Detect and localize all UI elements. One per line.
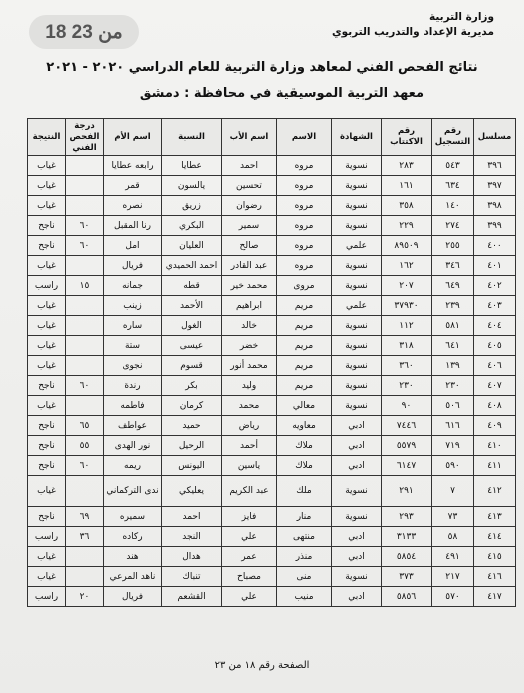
results-table (27, 118, 516, 607)
cell-name: منتهى (277, 527, 332, 547)
directorate-name: مديرية الإعداد والتدريب التربوي (332, 26, 494, 38)
cell-mother: ريمه (104, 456, 162, 476)
cell-name: مروه (277, 256, 332, 276)
cell-father: محمد أنور (222, 356, 277, 376)
cell-name: ملاك (277, 456, 332, 476)
cell-surname: عطايا (162, 156, 222, 176)
cell-grade (66, 356, 104, 376)
cell-mother: نجوى (104, 356, 162, 376)
table-row (28, 336, 516, 356)
page-count-badge: 18 من 23 (29, 15, 139, 49)
cell-subscription: ٨٩٥٠٩ (382, 236, 432, 256)
table-row (28, 216, 516, 236)
cell-serial: ٤١٤ (474, 527, 516, 547)
table-row (28, 356, 516, 376)
cell-surname: الأحمد (162, 296, 222, 316)
table-row (28, 476, 516, 507)
cell-surname: الغول (162, 316, 222, 336)
cell-mother: رندة (104, 376, 162, 396)
cell-registration: ٥٤٣ (432, 156, 474, 176)
table-row (28, 416, 516, 436)
cell-mother: ركاده (104, 527, 162, 547)
table-header-row (28, 119, 516, 156)
cell-mother: سميره (104, 507, 162, 527)
cell-surname: العليان (162, 236, 222, 256)
table-row (28, 587, 516, 607)
cell-registration: ٤٩١ (432, 547, 474, 567)
cell-grade: ٦٥ (66, 416, 104, 436)
cell-surname: احمد (162, 507, 222, 527)
cell-mother: ندى التركماني (104, 476, 162, 507)
cell-serial: ٤١٥ (474, 547, 516, 567)
cell-subscription: ٣٧٣ (382, 567, 432, 587)
cell-registration: ٦١٦ (432, 416, 474, 436)
cell-certificate: نسوية (332, 256, 382, 276)
cell-serial: ٤١٣ (474, 507, 516, 527)
table-row (28, 236, 516, 256)
cell-father: أحمد (222, 436, 277, 456)
cell-certificate: نسوية (332, 396, 382, 416)
cell-certificate: نسوية (332, 507, 382, 527)
cell-mother: ستة (104, 336, 162, 356)
cell-surname: زريق (162, 196, 222, 216)
cell-certificate: ادبي (332, 456, 382, 476)
cell-surname: قسوم (162, 356, 222, 376)
cell-serial: ٤٠٢ (474, 276, 516, 296)
cell-registration: ٢١٧ (432, 567, 474, 587)
cell-father: سمير (222, 216, 277, 236)
table-row (28, 527, 516, 547)
cell-grade (66, 476, 104, 507)
cell-grade (66, 176, 104, 196)
cell-grade (66, 567, 104, 587)
cell-mother: جمانه (104, 276, 162, 296)
cell-certificate: نسوية (332, 476, 382, 507)
cell-mother: فريال (104, 256, 162, 276)
cell-result: غياب (28, 176, 66, 196)
cell-subscription: ٥٨٥٦ (382, 587, 432, 607)
cell-serial: ٤٠٧ (474, 376, 516, 396)
cell-grade: ٢٠ (66, 587, 104, 607)
cell-father: احمد (222, 156, 277, 176)
cell-subscription: ٢٢٩ (382, 216, 432, 236)
table-row (28, 176, 516, 196)
cell-certificate: نسوية (332, 196, 382, 216)
cell-surname: اليونس (162, 456, 222, 476)
cell-mother: نور الهدى (104, 436, 162, 456)
cell-surname: البكري (162, 216, 222, 236)
col-header-certificate: الشهادة (332, 119, 382, 156)
cell-certificate: نسوية (332, 567, 382, 587)
col-header-serial: مسلسل (474, 119, 516, 156)
cell-mother: زينب (104, 296, 162, 316)
cell-surname: حميد (162, 416, 222, 436)
cell-mother: ناهد المرعي (104, 567, 162, 587)
cell-result: ناجح (28, 236, 66, 256)
cell-certificate: ادبي (332, 587, 382, 607)
cell-certificate: نسوية (332, 216, 382, 236)
cell-grade (66, 156, 104, 176)
cell-registration: ٥٠٦ (432, 396, 474, 416)
cell-subscription: ٢٨٣ (382, 156, 432, 176)
cell-certificate: نسوية (332, 336, 382, 356)
cell-certificate: نسوية (332, 276, 382, 296)
ministry-name: وزارة التربية (428, 11, 494, 23)
cell-father: محمد (222, 396, 277, 416)
cell-surname: تنباك (162, 567, 222, 587)
col-header-result: النتيجة (28, 119, 66, 156)
cell-subscription: ٥٥٧٩ (382, 436, 432, 456)
cell-certificate: نسوية (332, 376, 382, 396)
cell-subscription: ٣٥٨ (382, 196, 432, 216)
cell-father: خضر (222, 336, 277, 356)
cell-name: مريم (277, 376, 332, 396)
cell-result: غياب (28, 316, 66, 336)
cell-serial: ٣٩٩ (474, 216, 516, 236)
cell-serial: ٤٠٣ (474, 296, 516, 316)
cell-father: رياض (222, 416, 277, 436)
cell-result: راسب (28, 276, 66, 296)
cell-subscription: ١١٢ (382, 316, 432, 336)
cell-registration: ١٣٩ (432, 356, 474, 376)
cell-serial: ٤٠٤ (474, 316, 516, 336)
cell-registration: ٧١٩ (432, 436, 474, 456)
cell-name: ملاك (277, 436, 332, 456)
table-row (28, 276, 516, 296)
table-row (28, 196, 516, 216)
cell-serial: ٤٠٦ (474, 356, 516, 376)
cell-name: مريم (277, 296, 332, 316)
cell-certificate: علمي (332, 296, 382, 316)
cell-grade: ١٥ (66, 276, 104, 296)
cell-grade (66, 256, 104, 276)
cell-grade (66, 316, 104, 336)
cell-registration: ٢٣٩ (432, 296, 474, 316)
cell-father: صالح (222, 236, 277, 256)
table-row (28, 256, 516, 276)
cell-mother: امل (104, 236, 162, 256)
cell-father: محمد خير (222, 276, 277, 296)
document-title: نتائج الفحص الفني لمعاهد وزارة التربية للعام الدراسي ٢٠٢٠ - ٢٠٢١ (46, 60, 478, 75)
table-row (28, 436, 516, 456)
table-row (28, 316, 516, 336)
table-row (28, 156, 516, 176)
cell-father: علي (222, 527, 277, 547)
cell-mother: قمر (104, 176, 162, 196)
col-header-surname: النسبة (162, 119, 222, 156)
cell-serial: ٤٠٨ (474, 396, 516, 416)
table-row (28, 567, 516, 587)
cell-father: مصباح (222, 567, 277, 587)
cell-father: عبد القادر (222, 256, 277, 276)
cell-result: غياب (28, 356, 66, 376)
cell-subscription: ٢٩٣ (382, 507, 432, 527)
cell-result: غياب (28, 256, 66, 276)
cell-grade: ٣٦ (66, 527, 104, 547)
cell-result: راسب (28, 527, 66, 547)
cell-grade (66, 196, 104, 216)
table-row (28, 456, 516, 476)
cell-surname: كرمان (162, 396, 222, 416)
cell-serial: ٤٠٠ (474, 236, 516, 256)
cell-name: مروه (277, 216, 332, 236)
cell-subscription: ٢٣٠ (382, 376, 432, 396)
cell-father: رضوان (222, 196, 277, 216)
cell-subscription: ٢٠٧ (382, 276, 432, 296)
cell-serial: ٤١١ (474, 456, 516, 476)
cell-registration: ٢٧٤ (432, 216, 474, 236)
cell-grade (66, 336, 104, 356)
col-header-name: الاسم (277, 119, 332, 156)
cell-surname: قطه (162, 276, 222, 296)
cell-subscription: ٣٧٩٣٠ (382, 296, 432, 316)
cell-grade: ٦٩ (66, 507, 104, 527)
cell-mother: رنا المقبل (104, 216, 162, 236)
cell-result: ناجح (28, 436, 66, 456)
cell-father: علي (222, 587, 277, 607)
table-row (28, 376, 516, 396)
cell-subscription: ٦١٤٧ (382, 456, 432, 476)
cell-result: غياب (28, 567, 66, 587)
cell-subscription: ٩٠ (382, 396, 432, 416)
cell-name: مروه (277, 236, 332, 256)
cell-certificate: نسوية (332, 316, 382, 336)
cell-name: منار (277, 507, 332, 527)
cell-result: غياب (28, 296, 66, 316)
cell-grade: ٦٠ (66, 236, 104, 256)
cell-result: ناجح (28, 456, 66, 476)
cell-certificate: نسوية (332, 356, 382, 376)
cell-mother: عواطف (104, 416, 162, 436)
cell-grade (66, 296, 104, 316)
table-row (28, 547, 516, 567)
cell-certificate: ادبي (332, 527, 382, 547)
cell-mother: ساره (104, 316, 162, 336)
cell-result: غياب (28, 196, 66, 216)
cell-subscription: ١٦٢ (382, 256, 432, 276)
cell-surname: بكر (162, 376, 222, 396)
cell-grade (66, 547, 104, 567)
cell-name: ملك (277, 476, 332, 507)
cell-name: مروى (277, 276, 332, 296)
cell-name: معالي (277, 396, 332, 416)
cell-certificate: ادبي (332, 436, 382, 456)
cell-serial: ٣٩٨ (474, 196, 516, 216)
cell-father: وليد (222, 376, 277, 396)
cell-grade: ٦٠ (66, 456, 104, 476)
cell-father: ياسين (222, 456, 277, 476)
cell-serial: ٤١٠ (474, 436, 516, 456)
cell-name: مروه (277, 156, 332, 176)
cell-result: غياب (28, 476, 66, 507)
cell-result: غياب (28, 156, 66, 176)
cell-result: ناجح (28, 216, 66, 236)
cell-serial: ٤١٧ (474, 587, 516, 607)
table-row (28, 296, 516, 316)
cell-father: عمر (222, 547, 277, 567)
cell-serial: ٤١٦ (474, 567, 516, 587)
cell-name: منذر (277, 547, 332, 567)
cell-result: غياب (28, 396, 66, 416)
cell-serial: ٣٩٦ (474, 156, 516, 176)
cell-certificate: نسوية (332, 156, 382, 176)
cell-result: غياب (28, 336, 66, 356)
cell-registration: ٥٨ (432, 527, 474, 547)
cell-grade (66, 396, 104, 416)
cell-result: ناجح (28, 416, 66, 436)
cell-surname: الرحيل (162, 436, 222, 456)
cell-certificate: علمي (332, 236, 382, 256)
cell-mother: فاطمه (104, 396, 162, 416)
col-header-grade: درجة الفحص الفني (66, 119, 104, 156)
cell-surname: النجد (162, 527, 222, 547)
cell-mother: رابعه عطايا (104, 156, 162, 176)
cell-name: منيب (277, 587, 332, 607)
cell-serial: ٤٠٥ (474, 336, 516, 356)
cell-serial: ٤٠٩ (474, 416, 516, 436)
institute-title: معهد التربية الموسيقية في محافظة : دمشق (139, 86, 425, 101)
cell-registration: ٥٩٠ (432, 456, 474, 476)
cell-name: مروه (277, 196, 332, 216)
cell-father: ابراهيم (222, 296, 277, 316)
col-header-registration: رقم التسجيل (432, 119, 474, 156)
cell-registration: ٥٨١ (432, 316, 474, 336)
cell-subscription: ٣٦٠ (382, 356, 432, 376)
cell-grade: ٥٥ (66, 436, 104, 456)
cell-subscription: ٧٤٤٦ (382, 416, 432, 436)
cell-grade: ٦٠ (66, 216, 104, 236)
cell-registration: ٢٥٥ (432, 236, 474, 256)
cell-certificate: ادبي (332, 416, 382, 436)
table-row (28, 396, 516, 416)
cell-result: راسب (28, 587, 66, 607)
cell-registration: ٦٤١ (432, 336, 474, 356)
ministry-header (332, 10, 494, 40)
cell-registration: ٧٣ (432, 507, 474, 527)
cell-name: مروه (277, 176, 332, 196)
col-header-father: اسم الأب (222, 119, 277, 156)
cell-registration: ٥٧٠ (432, 587, 474, 607)
cell-certificate: ادبي (332, 547, 382, 567)
cell-subscription: ٥٨٥٤ (382, 547, 432, 567)
cell-grade: ٦٠ (66, 376, 104, 396)
col-header-mother: اسم الأم (104, 119, 162, 156)
cell-father: عبد الكريم (222, 476, 277, 507)
cell-serial: ٣٩٧ (474, 176, 516, 196)
cell-mother: نصره (104, 196, 162, 216)
cell-name: معاويه (277, 416, 332, 436)
cell-father: فايز (222, 507, 277, 527)
cell-mother: هند (104, 547, 162, 567)
cell-surname: احمد الحميدي (162, 256, 222, 276)
cell-subscription: ٢٩١ (382, 476, 432, 507)
cell-name: مريم (277, 316, 332, 336)
cell-certificate: نسوية (332, 176, 382, 196)
cell-subscription: ٣١٣٣ (382, 527, 432, 547)
cell-surname: يعليكي (162, 476, 222, 507)
cell-name: مريم (277, 336, 332, 356)
cell-mother: فريال (104, 587, 162, 607)
cell-surname: القشعم (162, 587, 222, 607)
cell-registration: ٣٤٦ (432, 256, 474, 276)
cell-subscription: ١٦١ (382, 176, 432, 196)
cell-registration: ٦٣٤ (432, 176, 474, 196)
cell-serial: ٤٠١ (474, 256, 516, 276)
cell-father: تحسين (222, 176, 277, 196)
cell-result: ناجح (28, 376, 66, 396)
cell-father: خالد (222, 316, 277, 336)
page-footer: الصفحة رقم ١٨ من ٢٣ (214, 660, 310, 671)
cell-registration: ١٤٠ (432, 196, 474, 216)
cell-serial: ٤١٢ (474, 476, 516, 507)
col-header-subscription: رقم الاكتتاب (382, 119, 432, 156)
cell-name: منى (277, 567, 332, 587)
cell-name: مريم (277, 356, 332, 376)
cell-result: غياب (28, 547, 66, 567)
cell-registration: ٦٤٩ (432, 276, 474, 296)
cell-surname: هدال (162, 547, 222, 567)
cell-registration: ٧ (432, 476, 474, 507)
cell-registration: ٢٣٠ (432, 376, 474, 396)
cell-surname: يالسون (162, 176, 222, 196)
cell-result: ناجح (28, 507, 66, 527)
table-row (28, 507, 516, 527)
cell-surname: عيسى (162, 336, 222, 356)
cell-subscription: ٣١٨ (382, 336, 432, 356)
